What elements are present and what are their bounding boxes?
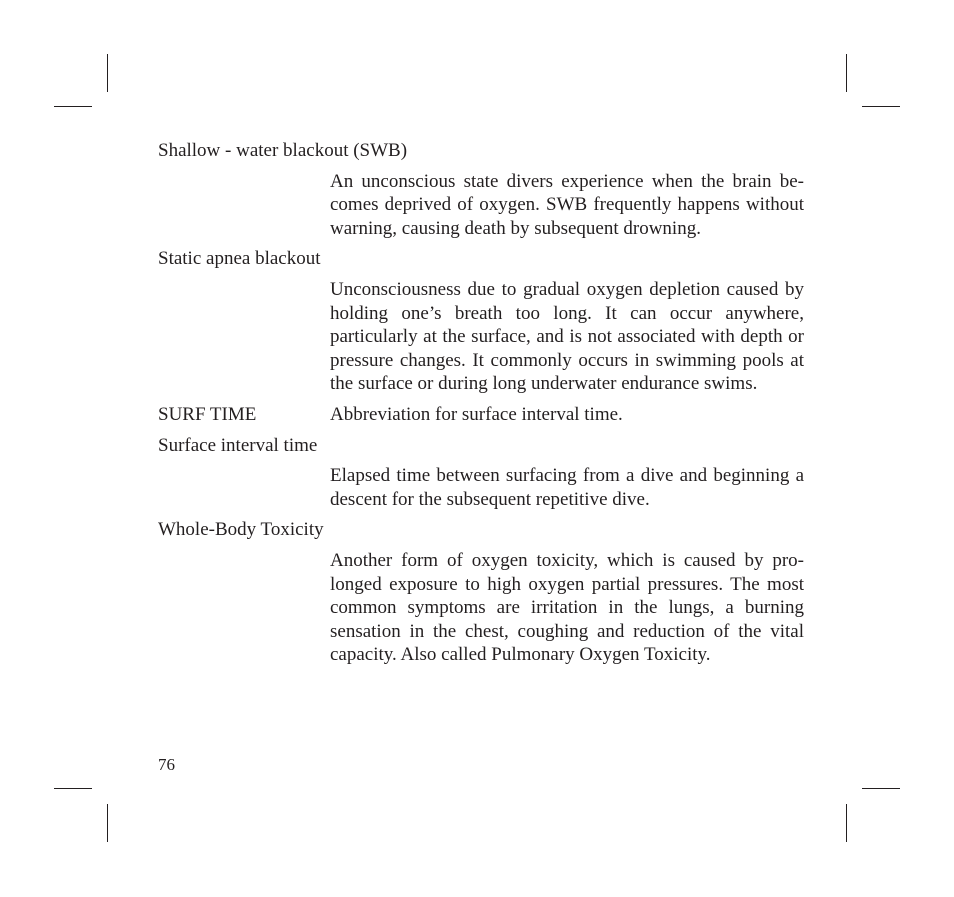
glossary-term: Shallow - water blackout (SWB): [158, 140, 408, 161]
glossary-definition: Unconsciousness due to gradual oxygen depletion caused by holding one’s breath too long. It can occur anywhere, particularly at the surface, and is not associated with depth or pressure changes. It commonly occurs in swimming pools at the surface or during long underwater endurance swims.: [330, 278, 804, 395]
glossary-term: SURF TIME: [158, 403, 257, 425]
glossary-entry-shallow-water-blackout: [158, 139, 804, 240]
crop-mark-bottom-left-vertical: [107, 804, 108, 842]
glossary-term: Static apnea blackout: [158, 248, 321, 270]
crop-mark-bottom-right-vertical: [846, 804, 847, 842]
glossary-entry-static-apnea-blackout: [158, 247, 804, 396]
crop-mark-bottom-right-horizontal: [862, 788, 900, 789]
crop-mark-top-right-horizontal: [862, 106, 900, 107]
glossary-definition: Elapsed time between surfacing from a dive and beginning a descent for the subsequent repetitive dive.: [330, 465, 804, 510]
glossary-definition: Abbreviation for surface interval time.: [330, 403, 623, 425]
crop-mark-bottom-left-horizontal: [54, 788, 92, 789]
glossary-definition: An unconscious state divers experience when the brain becomes deprived of oxygen. SWB frequently happens without warning, causing death by subsequent drowning.: [330, 170, 804, 239]
crop-mark-top-left-horizontal: [54, 106, 92, 107]
page-number: 76: [158, 755, 175, 774]
glossary-page: [158, 139, 804, 674]
glossary-term: Surface interval time: [158, 434, 318, 456]
glossary-entry-whole-body-toxicity: [158, 518, 804, 667]
glossary-definition: Another form of oxygen toxicity, which is caused by prolonged exposure to high oxygen partial pressures. The most common symptoms are irritation in the lungs, a burning sensation in the chest, coughing and reduction of the vital capacity. Also called Pulmonary Oxygen Toxicity.: [330, 549, 804, 666]
glossary-term: Whole-Body Toxicity: [158, 519, 324, 541]
glossary-entry-surface-interval-time: [158, 434, 804, 512]
crop-mark-top-left-vertical: [107, 54, 108, 92]
glossary-entry-surf-time: [158, 403, 804, 427]
crop-mark-top-right-vertical: [846, 54, 847, 92]
